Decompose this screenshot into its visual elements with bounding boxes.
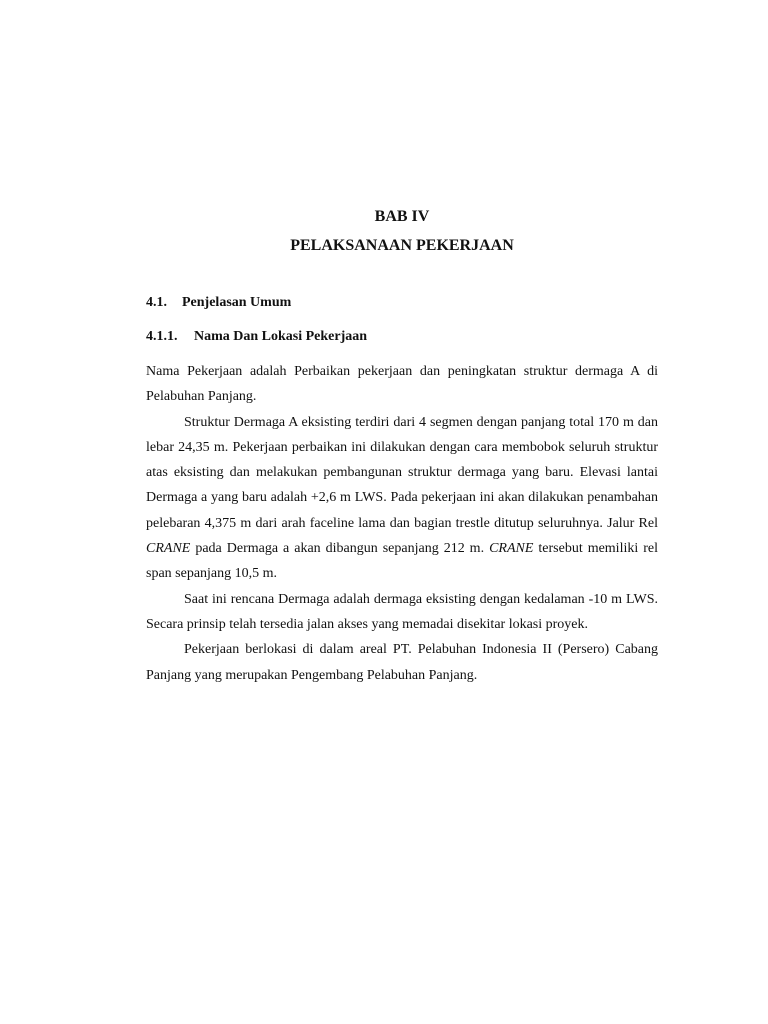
section-number: 4.1. [146, 295, 167, 310]
crane-term: CRANE [489, 541, 534, 557]
subsection-heading-4-1-1 [146, 328, 367, 346]
paragraph-3: Saat ini rencana Dermaga adalah dermaga eksisting dengan kedalaman -10 m LWS. Secara prinsip telah tersedia jalan akses yang memadai disekitar lokasi proyek. [146, 591, 658, 632]
paragraph-2 [146, 410, 658, 587]
paragraph-2-text-c: tersebut memiliki rel span sepanjang 10,5 m. [146, 541, 658, 582]
paragraph-4: Pekerjaan berlokasi di dalam areal PT. Pelabuhan Indonesia II (Persero) Cabang Panjang yang merupakan Pengembang Pelabuhan Panjang. [146, 642, 658, 683]
body-text [146, 359, 658, 688]
paragraph-1: Nama Pekerjaan adalah Perbaikan pekerjaan dan peningkatan struktur dermaga A di Pelabuhan Panjang. [146, 364, 658, 405]
chapter-number: BAB IV [374, 208, 430, 225]
crane-term: CRANE [146, 541, 191, 557]
section-title: Penjelasan Umum [182, 295, 292, 310]
subsection-title: Nama Dan Lokasi Pekerjaan [194, 329, 368, 344]
section-heading-4-1 [146, 294, 291, 312]
paragraph-2-text-a: Struktur Dermaga A eksisting terdiri dari 4 segmen dengan panjang total 170 m dan lebar 24,35 m. Pekerjaan perbaikan ini dilakukan dengan cara membobok seluruh struktur atas eksisting dan melakukan pembangunan struktur dermaga yang baru. Elevasi lantai Dermaga a yang baru adalah +2,6 m LWS. Pada pekerjaan ini akan dilakukan penambahan pelebaran 4,375 m dari arah faceline lama dan bagian trestle ditutup seluruhnya. Jalur Rel [146, 414, 658, 531]
subsection-number: 4.1.1. [146, 329, 178, 344]
paragraph-2-text-b: pada Dermaga a akan dibangun sepanjang 212 m. [190, 541, 490, 557]
chapter-title: PELAKSANAAN PEKERJAAN [290, 237, 514, 254]
